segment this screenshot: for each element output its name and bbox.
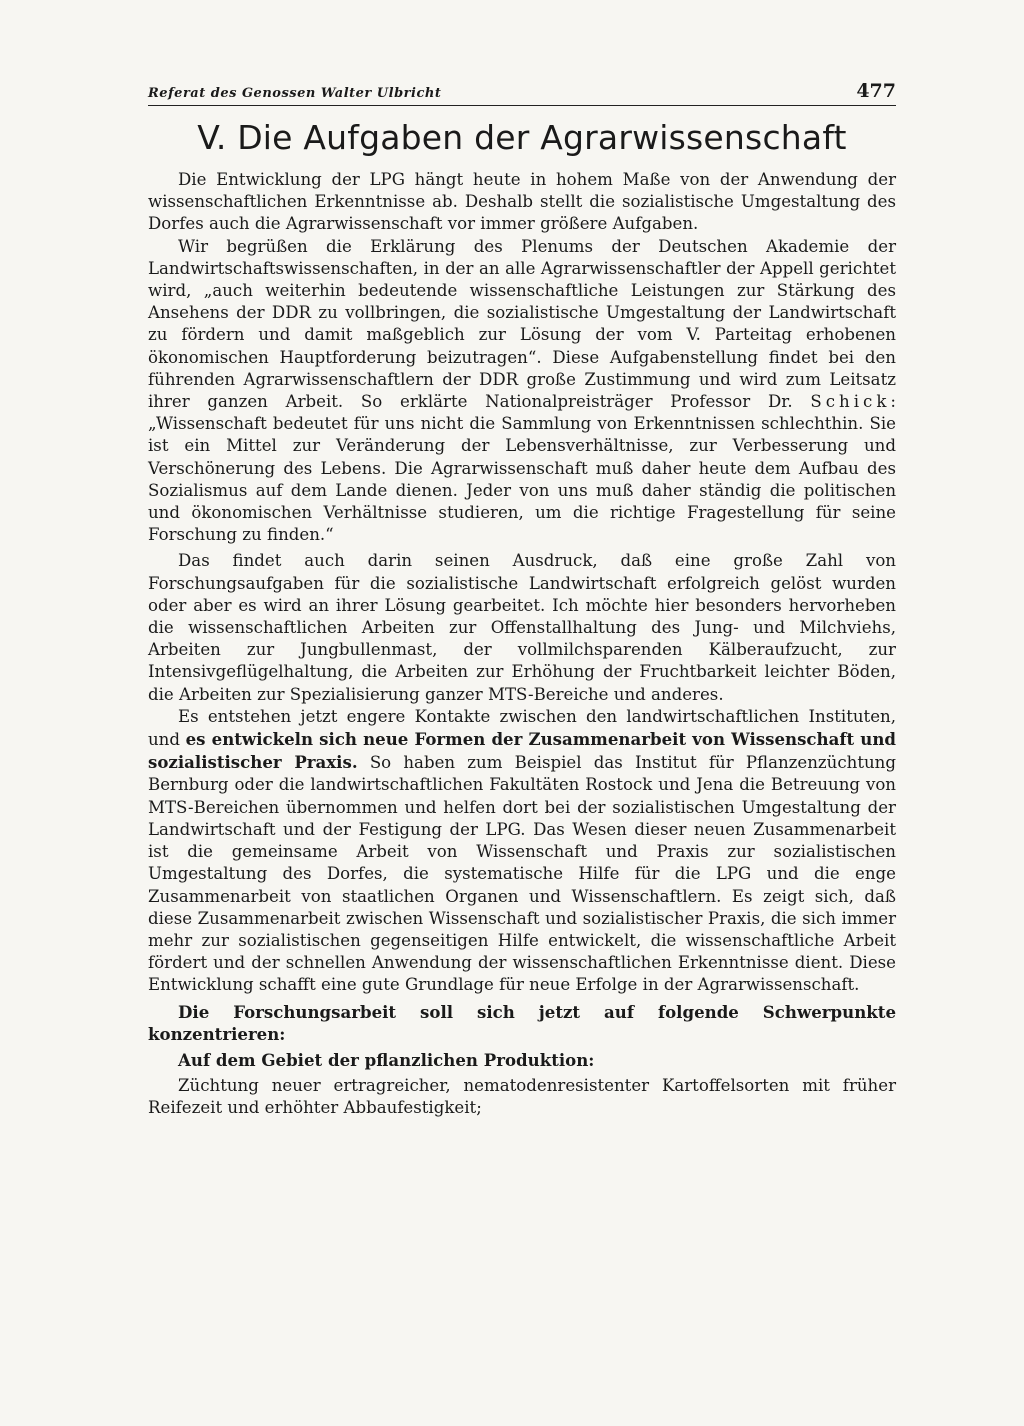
subheading-plant-production: Auf dem Gebiet der pflanzlichen Produktion: [178,1049,595,1070]
paragraph-4-emphasis: es entwickeln sich neue Formen der Zusammenarbeit von Wissenschaft und sozialistischer Praxis. [148,729,896,773]
paragraph-2 [148,236,896,547]
running-title: Referat des Genossen Walter Ulbricht [148,86,442,101]
paragraph-4-part-b: So haben zum Beispiel das Institut für Pflanzenzüchtung Bernburg oder die landwirtschaftlichen Fakultäten Rostock und Jena die Betreuung von MTS-Bereichen übernommen und helfen dort bei der sozialistischen Umgestaltung der Landwirtschaft und der Festigung der LPG. Das Wesen dieser neuen Zusammenarbeit ist die gemeinsame Arbeit von Wissenschaft und Praxis zur sozialistischen Umgestaltung des Dorfes, die systematische Hilfe für die LPG und die enge Zusammenarbeit von staatlichen Organen und Wissenschaftlern. Es zeigt sich, daß diese Zusammenarbeit zwischen Wissenschaft und sozialistischer Praxis, die sich immer mehr zur sozialistischen gegenseitigen Hilfe entwickelt, die wissenschaftliche Arbeit fördert und der schnellen Anwendung der wissenschaftlichen Erkenntnisse dient. Diese Entwicklung schafft eine gute Grundlage für neue Erfolge in der Agrarwissenschaft. [148,753,896,995]
paragraph-4-part-a: Es entstehen jetzt engere Kontakte zwischen den landwirtschaftlichen Instituten, und [148,706,896,750]
paragraph-4 [148,706,896,997]
page-number: 477 [856,80,896,102]
paragraph-2-part-b: : „Wissenschaft bedeutet für uns nicht die Sammlung von Erkenntnissen schlechthin. Sie ist ein Mittel zur Veränderung der Lebensverhältnisse, zur Verbesserung und Verschönerung des Lebens. Die Agrarwissenschaft muß daher heute dem Aufbau des Sozialismus auf dem Lande dienen. Jeder von uns muß daher ständig die politischen und ökonomischen Verhältnisse studieren, um die richtige Fragestellung für seine Forschung zu finden.“ [148,392,896,545]
person-name-schick: Schick [810,392,891,412]
paragraph-potato-breeding: Züchtung neuer ertragreicher, nematodenresistenter Kartoffelsorten mit früher Reifezeit und erhöhter Abbaufestigkeit; [148,1076,896,1118]
running-header [148,80,896,106]
chapter-title: V. Die Aufgaben der Agrarwissenschaft [197,118,847,157]
paragraph-research-focus: Die Forschungsarbeit soll sich jetzt auf folgende Schwerpunkte konzentrieren: [148,1001,896,1044]
paragraph-3: Das findet auch darin seinen Ausdruck, daß eine große Zahl von Forschungsaufgaben für die sozialistische Landwirtschaft erfolgreich gelöst wurden oder aber es wird an ihrer Lösung gearbeitet. Ich möchte hier besonders hervorheben die wissenschaftlichen Arbeiten zur Offenstallhaltung des Jung- und Milchviehs, Arbeiten zur Jungbullenmast, der vollmilchsparenden Kälberaufzucht, zur Intensivgeflügelhaltung, die Arbeiten zur Erhöhung der Fruchtbarkeit leichter Böden, die Arbeiten zur Spezialisierung ganzer MTS-Bereiche und anderes. [148,551,896,704]
body-text [148,169,896,1120]
document-page [148,80,896,1120]
paragraph-2-part-a: Wir begrüßen die Erklärung des Plenums der Deutschen Akademie der Landwirtschaftswissenschaften, in der an alle Agrarwissenschaftler der Appell gerichtet wird, „auch weiterhin bedeutende wissenschaftliche Leistungen zur Stärkung des Ansehens der DDR zu vollbringen, die sozialistische Umgestaltung der Landwirtschaft zu fördern und damit maßgeblich zur Lösung der vom V. Parteitag erhobenen ökonomischen Hauptforderung beizutragen“. Diese Aufgabenstellung findet bei den führenden Agrarwissenschaftlern der DDR große Zustimmung und wird zum Leitsatz ihrer ganzen Arbeit. So erklärte Nationalpreisträger Professor Dr. [148,236,896,412]
paragraph-1: Die Entwicklung der LPG hängt heute in hohem Maße von der Anwendung der wissenschaftlichen Erkenntnisse ab. Deshalb stellt die sozialistische Umgestaltung des Dorfes auch die Agrarwissenschaft vor immer größere Aufgaben. [148,170,896,234]
